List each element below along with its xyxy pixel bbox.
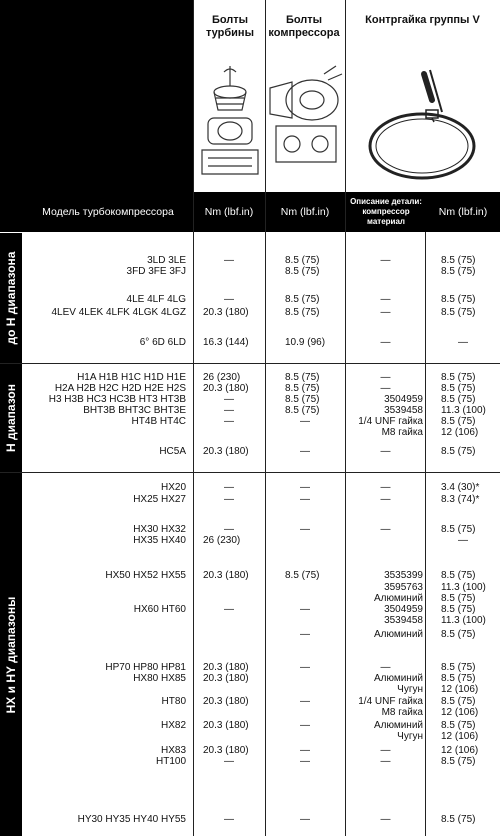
- compressor-torque-cell: —: [300, 756, 310, 767]
- compressor-torque-cell: —: [300, 696, 310, 707]
- part-desc-cell: 1/4 UNF гайка: [358, 696, 423, 707]
- model-cell: H2A H2B H2C H2D H2E H2S: [54, 383, 186, 394]
- model-cell: HP70 HP80 HP81: [105, 662, 186, 673]
- turbine-torque-cell: 20.3 (180): [203, 570, 249, 581]
- compressor-torque-cell: 10.9 (96): [285, 337, 326, 348]
- v-nut-torque-cell: 8.5 (75): [441, 696, 476, 707]
- model-cell: HX50 HX52 HX55: [105, 570, 186, 581]
- turbine-torque-cell: 20.3 (180): [203, 745, 249, 756]
- part-desc-cell: 3539458: [384, 615, 423, 626]
- part-desc-cell: —: [380, 482, 391, 493]
- model-cell: HY30 HY35 HY40 HY55: [77, 814, 186, 825]
- turbine-torque-cell: —: [224, 524, 234, 535]
- part-desc-cell: —: [380, 745, 391, 756]
- compressor-torque-cell: 8.5 (75): [285, 372, 320, 383]
- v-nut-torque-cell: 8.5 (75): [441, 266, 476, 277]
- part-desc-cell: —: [380, 337, 391, 348]
- v-nut-torque-cell: 11.3 (100): [441, 405, 486, 416]
- part-desc-cell: —: [380, 307, 391, 318]
- compressor-torque-cell: 8.5 (75): [285, 307, 320, 318]
- turbine-torque-cell: 20.3 (180): [203, 662, 249, 673]
- turbine-torque-cell: —: [224, 494, 234, 505]
- compressor-torque-cell: —: [300, 629, 310, 640]
- part-desc-cell: —: [380, 814, 391, 825]
- turbine-torque-cell: 26 (230): [203, 535, 241, 546]
- compressor-illustration: [266, 62, 346, 190]
- model-cell: 3FD 3FE 3FJ: [126, 266, 186, 277]
- part-desc-cell: Чугун: [397, 684, 423, 695]
- part-desc-cell: Алюминий: [373, 720, 423, 731]
- turbine-torque-cell: —: [224, 482, 234, 493]
- v-nut-torque-cell: 8.5 (75): [441, 294, 476, 305]
- model-cell: HT100: [155, 756, 186, 767]
- v-nm-column-header: Nm (lbf.in): [438, 206, 488, 218]
- turbine-torque-cell: 20.3 (180): [203, 673, 249, 684]
- v-nut-torque-cell: 12 (106): [441, 731, 479, 742]
- v-nut-torque-cell: 8.5 (75): [441, 307, 476, 318]
- turbine-nm-column-header: Nm (lbf.in): [204, 206, 254, 218]
- model-cell: HX82: [160, 720, 186, 731]
- compressor-torque-cell: —: [300, 745, 310, 756]
- part-desc-cell: 3504959: [384, 394, 423, 405]
- turbine-bolts-header: Болты турбины: [206, 14, 254, 39]
- turbine-torque-cell: —: [224, 756, 234, 767]
- part-desc-cell: Алюминий: [373, 629, 423, 640]
- model-cell: HT4B HT4C: [131, 416, 186, 427]
- section-pre-h: до H диапазона: [0, 233, 22, 363]
- part-desc-cell: —: [380, 383, 391, 394]
- corner-block: [0, 0, 193, 192]
- turbine-torque-cell: 16.3 (144): [203, 337, 249, 348]
- model-cell: HX20: [160, 482, 186, 493]
- turbine-illustration: [194, 62, 266, 190]
- model-column-header: Модель турбокомпрессора: [42, 206, 174, 218]
- v-nut-torque-cell: 8.5 (75): [441, 446, 476, 457]
- compressor-torque-cell: —: [300, 416, 310, 427]
- turbine-torque-cell: —: [224, 416, 234, 427]
- compressor-torque-cell: —: [300, 446, 310, 457]
- model-cell: HC5A: [159, 446, 186, 457]
- turbine-torque-cell: 20.3 (180): [203, 383, 249, 394]
- v-nut-torque-cell: 8.5 (75): [441, 570, 476, 581]
- compressor-torque-cell: 8.5 (75): [285, 255, 320, 266]
- model-cell: BHT3B BHT3C BHT3E: [83, 405, 186, 416]
- part-desc-cell: 3504959: [384, 604, 423, 615]
- section-hx-hy: HX и HY диапазоны: [0, 473, 22, 836]
- model-cell: 4LE 4LF 4LG: [126, 294, 186, 305]
- turbine-torque-cell: 20.3 (180): [203, 720, 249, 731]
- turbine-torque-cell: —: [224, 255, 234, 266]
- model-cell: 6° 6D 6LD: [139, 337, 186, 348]
- v-nut-torque-cell: 12 (106): [441, 707, 479, 718]
- model-cell: HX83: [160, 745, 186, 756]
- turbine-torque-cell: —: [224, 405, 234, 416]
- part-desc-cell: —: [380, 255, 391, 266]
- compressor-torque-cell: —: [300, 482, 310, 493]
- part-desc-cell: Алюминий: [373, 593, 423, 604]
- turbine-torque-cell: 20.3 (180): [203, 307, 249, 318]
- part-desc-cell: 3535399: [384, 570, 423, 581]
- v-nut-torque-cell: 8.5 (75): [441, 814, 476, 825]
- v-clamp-illustration: [352, 60, 498, 190]
- turbine-torque-cell: 20.3 (180): [203, 446, 249, 457]
- part-desc-cell: —: [380, 294, 391, 305]
- v-nut-torque-cell: 8.5 (75): [441, 372, 476, 383]
- v-nut-torque-cell: 8.5 (75): [441, 255, 476, 266]
- part-desc-cell: —: [380, 662, 391, 673]
- model-cell: 4LEV 4LEK 4LFK 4LGK 4LGZ: [51, 307, 186, 318]
- model-cell: H3 H3B HC3 HC3B HT3 HT3B: [48, 394, 186, 405]
- part-desc-column-header: Описание детали: компрессор материал: [350, 197, 422, 226]
- part-desc-cell: M8 гайка: [381, 707, 423, 718]
- model-cell: HX35 HX40: [133, 535, 186, 546]
- v-nut-torque-cell: 8.5 (75): [441, 416, 476, 427]
- compressor-torque-cell: 8.5 (75): [285, 383, 320, 394]
- compressor-torque-cell: —: [300, 814, 310, 825]
- v-nut-torque-cell: 8.5 (75): [441, 383, 476, 394]
- turbine-torque-cell: —: [224, 294, 234, 305]
- section-h: H диапазон: [0, 364, 22, 472]
- turbine-torque-cell: 26 (230): [203, 372, 241, 383]
- v-nut-torque-cell: 8.5 (75): [441, 394, 476, 405]
- v-nut-torque-cell: 12 (106): [441, 427, 479, 438]
- v-nut-torque-cell: 11.3 (100): [441, 615, 486, 626]
- part-desc-cell: —: [380, 446, 391, 457]
- compressor-torque-cell: —: [300, 662, 310, 673]
- model-cell: HT80: [161, 696, 186, 707]
- v-nut-torque-cell: 8.5 (75): [441, 593, 476, 604]
- part-desc-cell: 3595763: [384, 582, 423, 593]
- part-desc-cell: —: [380, 494, 391, 505]
- v-nut-torque-cell: 8.5 (75): [441, 629, 476, 640]
- compressor-torque-cell: —: [300, 720, 310, 731]
- v-nut-torque-cell: —: [458, 535, 468, 546]
- part-desc-cell: M8 гайка: [381, 427, 423, 438]
- v-nut-torque-cell: 8.5 (75): [441, 524, 476, 535]
- v-nut-torque-cell: 8.5 (75): [441, 604, 476, 615]
- part-desc-cell: —: [380, 372, 391, 383]
- compressor-bolts-header: Болты компрессора: [268, 14, 340, 39]
- model-cell: HX25 HX27: [133, 494, 186, 505]
- v-nut-torque-cell: 8.5 (75): [441, 673, 476, 684]
- v-nut-torque-cell: 8.5 (75): [441, 756, 476, 767]
- compressor-torque-cell: 8.5 (75): [285, 394, 320, 405]
- section-divider: [0, 363, 500, 364]
- v-nut-torque-cell: 3.4 (30)*: [441, 482, 480, 493]
- turbine-torque-cell: —: [224, 814, 234, 825]
- v-nut-torque-cell: —: [458, 337, 468, 348]
- part-desc-cell: Чугун: [397, 731, 423, 742]
- compressor-nm-column-header: Nm (lbf.in): [280, 206, 330, 218]
- model-cell: HX60 HT60: [133, 604, 186, 615]
- model-cell: HX30 HX32: [133, 524, 186, 535]
- v-nut-torque-cell: 8.5 (75): [441, 662, 476, 673]
- v-nut-torque-cell: 8.5 (75): [441, 720, 476, 731]
- compressor-torque-cell: —: [300, 524, 310, 535]
- model-cell: H1A H1B H1C H1D H1E: [77, 372, 186, 383]
- v-nut-torque-cell: 12 (106): [441, 745, 479, 756]
- compressor-torque-cell: 8.5 (75): [285, 266, 320, 277]
- model-cell: HX80 HX85: [133, 673, 186, 684]
- turbine-torque-cell: 20.3 (180): [203, 696, 249, 707]
- v-nut-torque-cell: 8.3 (74)*: [441, 494, 480, 505]
- grid-line: [425, 232, 426, 836]
- v-nut-torque-cell: 12 (106): [441, 684, 479, 695]
- part-desc-cell: 1/4 UNF гайка: [358, 416, 423, 427]
- part-desc-cell: —: [380, 524, 391, 535]
- compressor-torque-cell: 8.5 (75): [285, 294, 320, 305]
- compressor-torque-cell: 8.5 (75): [285, 405, 320, 416]
- part-desc-cell: Алюминий: [373, 673, 423, 684]
- compressor-torque-cell: —: [300, 604, 310, 615]
- part-desc-cell: 3539458: [384, 405, 423, 416]
- model-cell: 3LD 3LE: [147, 255, 186, 266]
- v-nut-torque-cell: 11.3 (100): [441, 582, 486, 593]
- part-desc-cell: —: [380, 756, 391, 767]
- compressor-torque-cell: 8.5 (75): [285, 570, 320, 581]
- turbine-torque-cell: —: [224, 394, 234, 405]
- v-nut-header: Контргайка группы V: [365, 14, 480, 26]
- compressor-torque-cell: —: [300, 494, 310, 505]
- section-divider: [0, 472, 500, 473]
- turbine-torque-cell: —: [224, 604, 234, 615]
